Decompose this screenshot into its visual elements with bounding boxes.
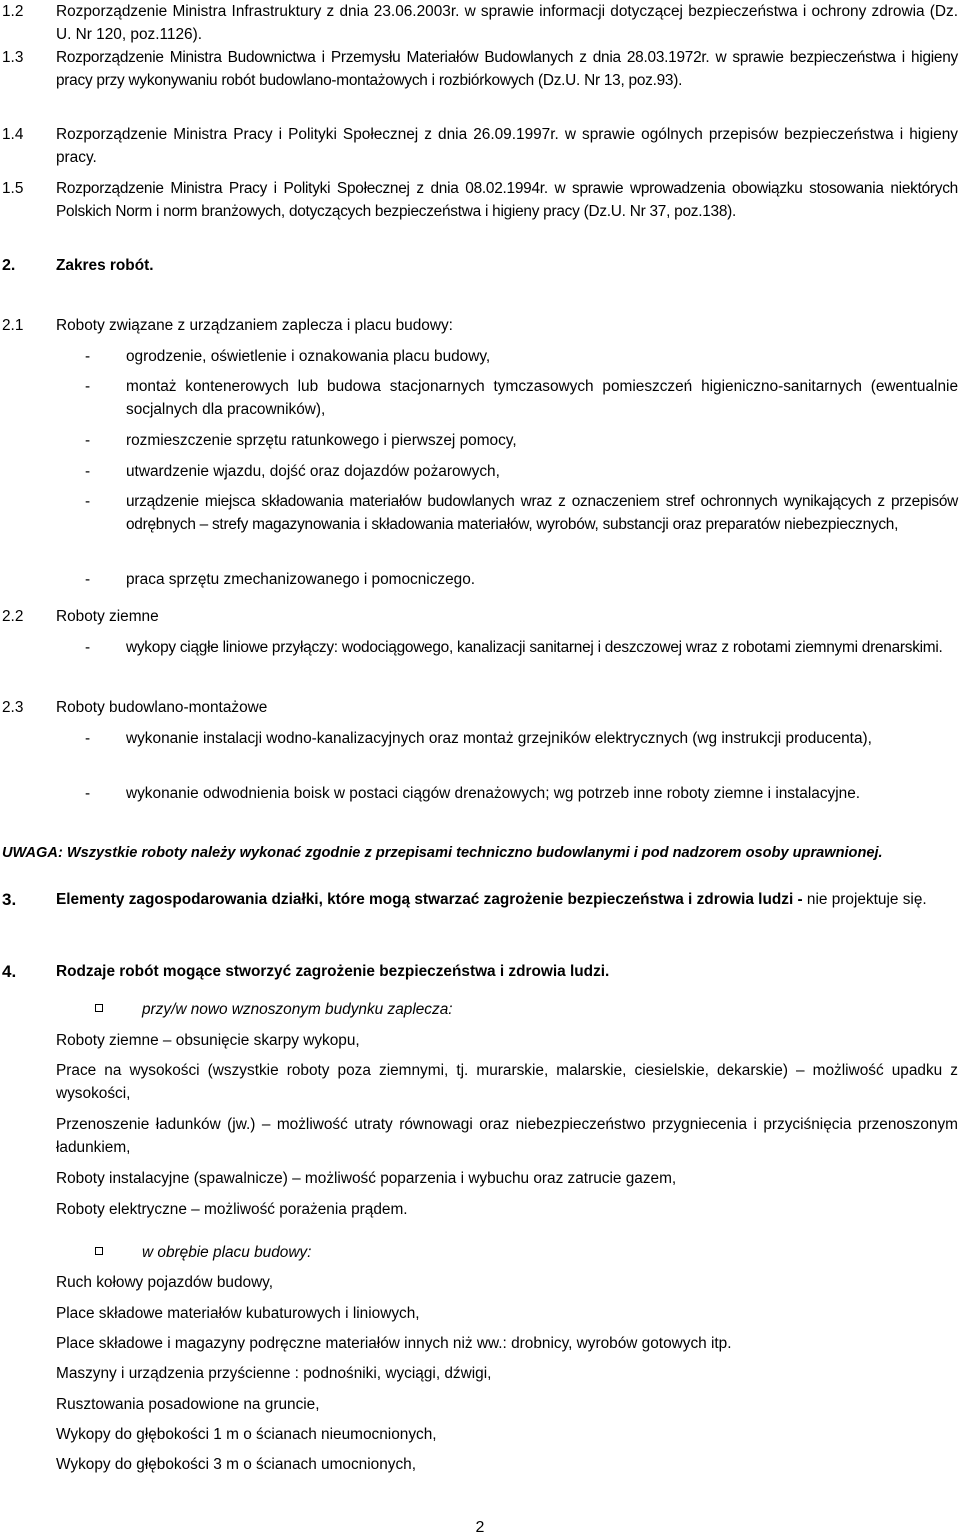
warning-note: UWAGA: Wszystkie roboty należy wykonać zgodnie z przepisami techniczno budowlanymi i pod nadzorem osoby uprawnionej.: [2, 845, 883, 861]
hazard-item: Roboty ziemne – obsunięcie skarpy wykopu,: [56, 1032, 360, 1049]
section-title-rest: nie projektuje się.: [802, 891, 927, 908]
regulation-item: [0, 46, 960, 92]
page-number: 2: [475, 1519, 485, 1536]
list-item: [0, 490, 960, 536]
list-item: [0, 460, 960, 483]
list-item: [0, 429, 960, 452]
subsection-title: Roboty budowlano-montażowe: [56, 699, 268, 716]
list-item-text: montaż kontenerowych lub budowa stacjonarnych tymczasowych pomieszczeń higieniczno-sanitarnych (ewentualnie socjalnych dla pracowników),: [126, 378, 958, 418]
subsection-number: 2.1: [2, 317, 24, 334]
list-item-text: ogrodzenie, oświetlenie i oznakowania placu budowy,: [126, 348, 491, 365]
regulation-text: Rozporządzenie Ministra Pracy i Polityki Społecznej z dnia 26.09.1997r. w sprawie ogólnych przepisów bezpieczeństwa i higieny pracy.: [56, 126, 958, 166]
regulation-item: [0, 123, 960, 169]
hazard-item: Wykopy do głębokości 1 m o ścianach nieumocnionych,: [56, 1426, 437, 1443]
regulation-number: 1.4: [2, 126, 24, 143]
hazard-item: Roboty elektryczne – możliwość porażenia prądem.: [56, 1201, 408, 1218]
hazard-item: Rusztowania posadowione na gruncie,: [56, 1396, 320, 1413]
dash-marker: -: [85, 730, 91, 747]
group-title: w obrębie placu budowy:: [142, 1244, 312, 1261]
square-bullet-icon: [95, 1247, 103, 1255]
hazard-item: Roboty instalacyjne (spawalnicze) – możliwość poparzenia i wybuchu oraz zatrucie gazem,: [56, 1170, 677, 1187]
regulation-number: 1.2: [2, 3, 24, 20]
dash-marker: -: [85, 493, 91, 510]
dash-marker: -: [85, 785, 91, 802]
group-title: przy/w nowo wznoszonym budynku zaplecza:: [142, 1001, 453, 1018]
hazard-item: Place składowe materiałów kubaturowych i liniowych,: [56, 1305, 420, 1322]
dash-marker: -: [85, 463, 91, 480]
subsection-2-2: [0, 605, 960, 628]
subsection-number: 2.2: [2, 608, 24, 625]
hazard-item: Maszyny i urządzenia przyścienne : podnośniki, wyciągi, dźwigi,: [56, 1365, 492, 1382]
list-item-text: rozmieszczenie sprzętu ratunkowego i pierwszej pomocy,: [126, 432, 517, 449]
regulation-item: [0, 177, 960, 223]
list-item-text: wykonanie instalacji wodno-kanalizacyjnych oraz montaż grzejników elektrycznych (wg instrukcji producenta),: [126, 730, 872, 747]
regulation-text: Rozporządzenie Ministra Budownictwa i Przemysłu Materiałów Budowlanych z dnia 28.03.1972r. w sprawie bezpieczeństwa i higieny pracy przy wykonywaniu robót budowlano-montażowych i rozbiórkowych (Dz.U. Nr 13, poz.93).: [56, 49, 958, 89]
hazard-item: Wykopy do głębokości 3 m o ścianach umocnionych,: [56, 1456, 417, 1473]
section-4: [0, 960, 960, 983]
subsection-title: Roboty ziemne: [56, 608, 159, 625]
square-bullet-icon: [95, 1004, 103, 1012]
list-item-text: urządzenie miejsca składowania materiałów budowlanych wraz z oznaczeniem stref ochronnych wynikających z przepisów odrębnych – strefy magazynowania i składowania materiałów, wyrobów, substancji oraz preparatów niebezpiecznych,: [126, 493, 958, 533]
group-heading: [95, 1241, 311, 1264]
regulation-number: 1.3: [2, 49, 24, 66]
hazard-item: Place składowe i magazyny podręczne materiałów innych niż ww.: drobnicy, wyrobów gotowych itp.: [56, 1335, 732, 1352]
section-number: 2.: [2, 257, 16, 274]
list-item: [0, 345, 960, 368]
regulation-text: Rozporządzenie Ministra Pracy i Polityki Społecznej z dnia 08.02.1994r. w sprawie wprowadzenia obowiązku stosowania niektórych Polskich Norm i norm branżowych, dotyczących bezpieczeństwa i higieny pracy (Dz.U. Nr 37, poz.138).: [56, 180, 958, 220]
hazard-item: Prace na wysokości (wszystkie roboty poza ziemnymi, tj. murarskie, malarskie, ciesielskie, dekarskie) – możliwość upadku z wysokości,: [56, 1062, 958, 1102]
subsection-2-3: [0, 696, 960, 719]
list-item: [0, 727, 960, 750]
list-item-text: wykopy ciągłe liniowe przyłączy: wodociągowego, kanalizacji sanitarnej i deszczowej wraz z robotami ziemnymi drenarskimi.: [126, 639, 943, 656]
section-number: 3.: [2, 890, 17, 909]
dash-marker: -: [85, 432, 91, 449]
list-item: [0, 782, 960, 805]
section-text: [56, 888, 958, 911]
group-heading: [95, 998, 453, 1021]
subsection-number: 2.3: [2, 699, 24, 716]
hazard-item: Ruch kołowy pojazdów budowy,: [56, 1274, 274, 1291]
section-title: Elementy zagospodarowania działki, które mogą stwarzać zagrożenie bezpieczeństwa i zdrowia ludzi -: [56, 891, 803, 908]
regulation-item: [0, 0, 960, 46]
section-2-heading: [0, 254, 154, 277]
dash-marker: -: [85, 571, 91, 588]
list-item-text: utwardzenie wjazdu, dojść oraz dojazdów pożarowych,: [126, 463, 500, 480]
section-3: [0, 888, 960, 911]
list-item: [0, 568, 960, 591]
hazard-item: Przenoszenie ładunków (jw.) – możliwość utraty równowagi oraz niebezpieczeństwo przygniecenia i przyciśnięcia przenoszonym ładunkiem,: [56, 1116, 958, 1156]
list-item: [0, 375, 960, 421]
subsection-2-1: [0, 314, 960, 337]
section-title: Zakres robót.: [56, 257, 154, 274]
dash-marker: -: [85, 348, 91, 365]
list-item-text: wykonanie odwodnienia boisk w postaci ciągów drenażowych; wg potrzeb inne roboty ziemne i instalacyjne.: [126, 785, 861, 802]
subsection-title: Roboty związane z urządzaniem zaplecza i placu budowy:: [56, 317, 453, 334]
dash-marker: -: [85, 378, 91, 395]
list-item: [0, 636, 960, 659]
list-item-text: praca sprzętu zmechanizowanego i pomocniczego.: [126, 571, 476, 588]
regulation-text: Rozporządzenie Ministra Infrastruktury z dnia 23.06.2003r. w sprawie informacji dotyczącej bezpieczeństwa i ochrony zdrowia (Dz. U. Nr 120, poz.1126).: [56, 3, 958, 43]
section-number: 4.: [2, 962, 17, 981]
regulation-number: 1.5: [2, 180, 24, 197]
dash-marker: -: [85, 639, 91, 656]
section-title: Rodzaje robót mogące stworzyć zagrożenie bezpieczeństwa i zdrowia ludzi.: [56, 963, 610, 980]
